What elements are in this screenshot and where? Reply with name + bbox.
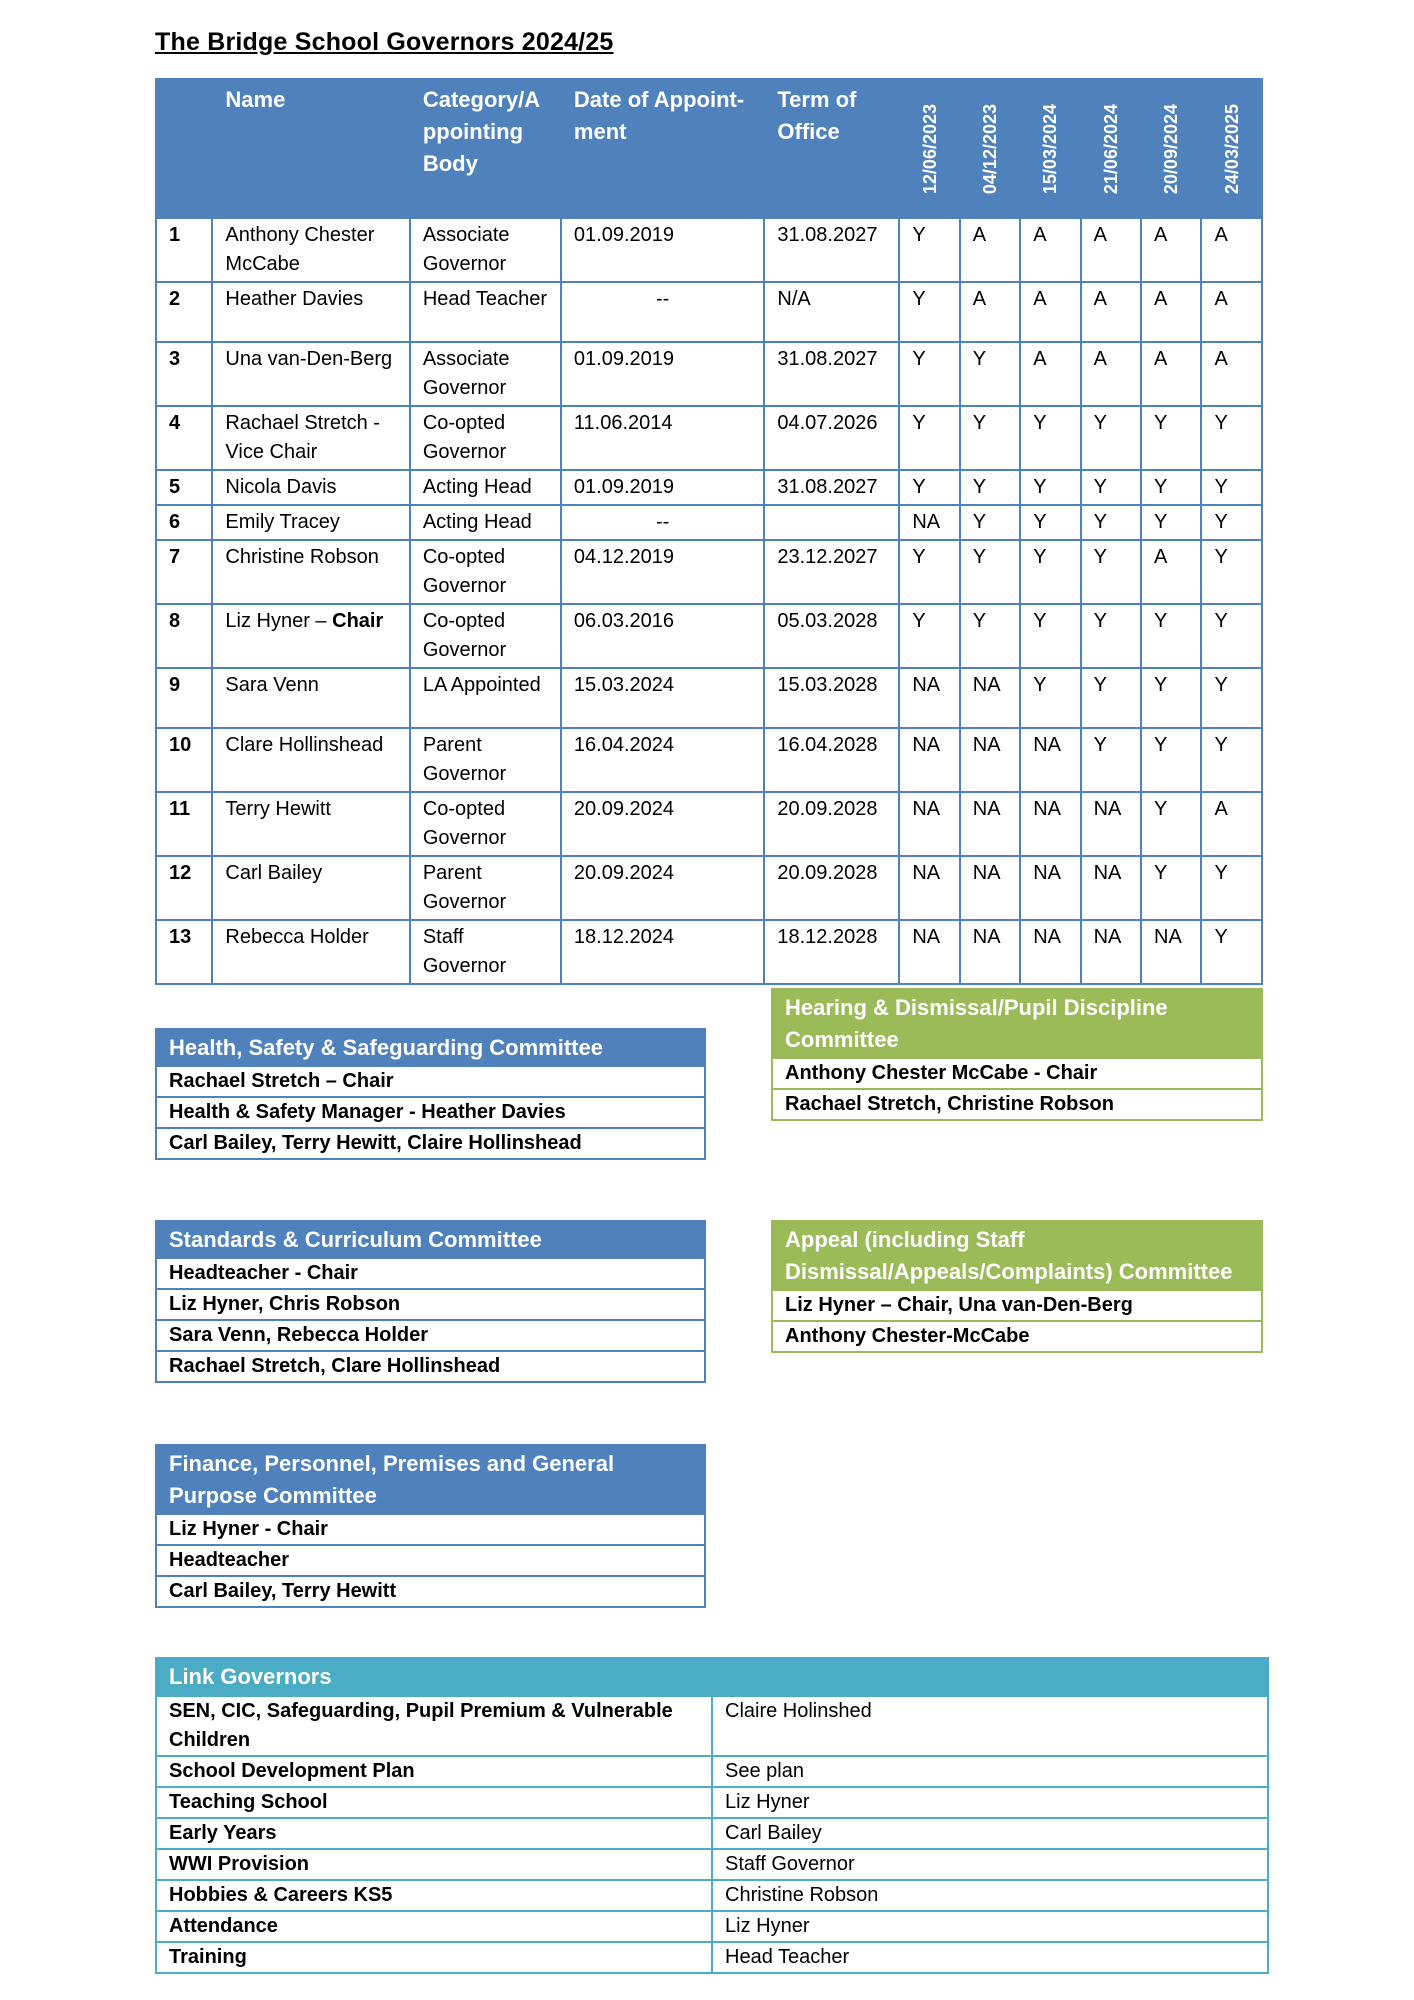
attendance-cell: A [1081,342,1141,406]
attendance-cell: Y [899,342,959,406]
attendance-cell: Y [1020,540,1080,604]
row-number: 13 [156,920,212,984]
attendance-cell: NA [960,728,1020,792]
governor-name: Rebecca Holder [212,920,409,984]
attendance-cell: Y [1020,604,1080,668]
attendance-cell: Y [1020,470,1080,505]
appointment-date: 20.09.2024 [561,792,764,856]
attendance-cell: NA [899,728,959,792]
appointment-date: 20.09.2024 [561,856,764,920]
table-row [156,218,1262,282]
row-number: 5 [156,470,212,505]
table-row [156,728,1262,792]
table-row [156,856,1262,920]
term-of-office: 05.03.2028 [764,604,899,668]
attendance-cell: Y [960,505,1020,540]
appointment-date: 01.09.2019 [561,470,764,505]
attendance-cell: Y [899,406,959,470]
attendance-cell: NA [960,792,1020,856]
row-number: 1 [156,218,212,282]
header-date: Date of Appoint-ment [561,79,764,218]
header-term: Term of Office [764,79,899,218]
table-row [156,406,1262,470]
attendance-cell: A [1201,342,1262,406]
attendance-cell: Y [960,406,1020,470]
appointment-date: 06.03.2016 [561,604,764,668]
governor-category: LA Appointed [410,668,561,728]
attendance-cell: Y [960,470,1020,505]
row-number: 4 [156,406,212,470]
link-governor-row [156,1942,1268,1973]
attendance-cell: Y [1081,668,1141,728]
attendance-cell: Y [1141,728,1201,792]
attendance-cell: Y [899,282,959,342]
term-of-office: 20.09.2028 [764,856,899,920]
governor-category: Associate Governor [410,218,561,282]
appointment-date: -- [561,505,764,540]
attendance-cell: A [1020,342,1080,406]
governor-name: Rachael Stretch - Vice Chair [212,406,409,470]
committee-member-row: Anthony Chester-McCabe [773,1320,1261,1351]
attendance-cell: Y [1081,470,1141,505]
governor-name: Heather Davies [212,282,409,342]
attendance-cell: A [1081,282,1141,342]
governor-category: Staff Governor [410,920,561,984]
attendance-cell: Y [1020,668,1080,728]
page-title: The Bridge School Governors 2024/25 [155,28,614,56]
attendance-cell: Y [1020,406,1080,470]
attendance-cell: Y [960,540,1020,604]
committee-title: Hearing & Dismissal/Pupil Discipline Committee [773,990,1261,1057]
header-meeting-date: 12/06/2023 [899,79,959,218]
committee-title: Health, Safety & Safeguarding Committee [157,1030,704,1065]
link-area: SEN, CIC, Safeguarding, Pupil Premium & Vulnerable Children [156,1696,712,1756]
link-area: Early Years [156,1818,712,1849]
row-number: 11 [156,792,212,856]
link-governor-row [156,1849,1268,1880]
link-governor-name: Carl Bailey [712,1818,1268,1849]
governors-table-body [156,218,1262,984]
attendance-cell: NA [960,856,1020,920]
appointment-date: 11.06.2014 [561,406,764,470]
governor-name: Terry Hewitt [212,792,409,856]
attendance-cell: A [1081,218,1141,282]
term-of-office: 18.12.2028 [764,920,899,984]
attendance-cell: Y [899,540,959,604]
appointment-date: 18.12.2024 [561,920,764,984]
health-safety-committee [155,1028,706,1160]
attendance-cell: NA [960,668,1020,728]
header-number [156,79,212,218]
governor-category: Co-opted Governor [410,604,561,668]
governor-name: Clare Hollinshead [212,728,409,792]
table-row [156,792,1262,856]
row-number: 10 [156,728,212,792]
attendance-cell: NA [1081,792,1141,856]
link-area: Teaching School [156,1787,712,1818]
row-number: 7 [156,540,212,604]
committee-title: Finance, Personnel, Premises and General Purpose Committee [157,1446,704,1513]
committee-member-row: Liz Hyner, Chris Robson [157,1288,704,1319]
appeal-committee [771,1220,1263,1353]
appointment-date: 01.09.2019 [561,218,764,282]
term-of-office: 04.07.2026 [764,406,899,470]
link-governors-table [155,1657,1269,1974]
attendance-cell: Y [1141,470,1201,505]
appointment-date: 01.09.2019 [561,342,764,406]
committee-member-row: Liz Hyner – Chair, Una van-Den-Berg [773,1289,1261,1320]
attendance-cell: A [1201,282,1262,342]
attendance-cell: Y [1201,406,1262,470]
attendance-cell: NA [1020,728,1080,792]
attendance-cell: Y [899,218,959,282]
row-number: 2 [156,282,212,342]
governor-category: Associate Governor [410,342,561,406]
table-row [156,282,1262,342]
finance-committee [155,1444,706,1608]
committee-member-row: Health & Safety Manager - Heather Davies [157,1096,704,1127]
link-governor-name: Christine Robson [712,1880,1268,1911]
committee-member-row: Headteacher [157,1544,704,1575]
committee-member-row: Liz Hyner - Chair [157,1513,704,1544]
attendance-cell: Y [960,342,1020,406]
attendance-cell: Y [1201,856,1262,920]
attendance-cell: Y [1081,604,1141,668]
header-name: Name [212,79,409,218]
attendance-cell: NA [1020,856,1080,920]
committee-title: Standards & Curriculum Committee [157,1222,704,1257]
term-of-office: 31.08.2027 [764,218,899,282]
link-governor-row [156,1756,1268,1787]
link-governor-name: Claire Holinshed [712,1696,1268,1756]
attendance-cell: NA [1141,920,1201,984]
row-number: 6 [156,505,212,540]
row-number: 3 [156,342,212,406]
attendance-cell: A [1141,282,1201,342]
table-row [156,604,1262,668]
appointment-date: 04.12.2019 [561,540,764,604]
attendance-cell: NA [899,668,959,728]
standards-curriculum-committee [155,1220,706,1383]
attendance-cell: Y [1201,540,1262,604]
committee-member-row: Rachael Stretch, Christine Robson [773,1088,1261,1119]
attendance-cell: NA [899,856,959,920]
attendance-cell: Y [1141,505,1201,540]
attendance-cell: NA [899,792,959,856]
attendance-cell: Y [1020,505,1080,540]
term-of-office: N/A [764,282,899,342]
governor-name: Nicola Davis [212,470,409,505]
link-governor-row [156,1787,1268,1818]
attendance-cell: Y [1201,728,1262,792]
governor-category: Co-opted Governor [410,540,561,604]
attendance-cell: NA [1081,856,1141,920]
committee-member-row: Anthony Chester McCabe - Chair [773,1057,1261,1088]
link-area: Training [156,1942,712,1973]
link-governor-name: See plan [712,1756,1268,1787]
term-of-office: 31.08.2027 [764,342,899,406]
attendance-cell: Y [1081,540,1141,604]
link-area: Attendance [156,1911,712,1942]
attendance-cell: A [1020,218,1080,282]
term-of-office: 16.04.2028 [764,728,899,792]
governor-category: Parent Governor [410,728,561,792]
term-of-office: 31.08.2027 [764,470,899,505]
governor-name: Christine Robson [212,540,409,604]
link-area: Hobbies & Careers KS5 [156,1880,712,1911]
link-governor-name: Staff Governor [712,1849,1268,1880]
governor-category: Co-opted Governor [410,406,561,470]
attendance-cell: Y [1081,406,1141,470]
term-of-office: 23.12.2027 [764,540,899,604]
link-governor-name: Liz Hyner [712,1787,1268,1818]
header-meeting-date: 04/12/2023 [960,79,1020,218]
term-of-office: 15.03.2028 [764,668,899,728]
governors-table [155,78,1263,985]
table-row [156,505,1262,540]
governor-name: Anthony Chester McCabe [212,218,409,282]
link-area: School Development Plan [156,1756,712,1787]
attendance-cell: Y [1201,604,1262,668]
row-number: 8 [156,604,212,668]
committee-member-row: Headteacher - Chair [157,1257,704,1288]
attendance-cell: A [1141,540,1201,604]
header-meeting-date: 20/09/2024 [1141,79,1201,218]
governor-name: Liz Hyner – Chair [212,604,409,668]
table-row [156,470,1262,505]
table-row [156,668,1262,728]
governor-category: Acting Head [410,505,561,540]
appointment-date: -- [561,282,764,342]
link-governor-row [156,1911,1268,1942]
hearing-dismissal-committee [771,988,1263,1121]
header-meeting-date: 21/06/2024 [1081,79,1141,218]
attendance-cell: Y [1141,668,1201,728]
appointment-date: 15.03.2024 [561,668,764,728]
table-row [156,342,1262,406]
table-header-row [156,79,1262,218]
governor-category: Parent Governor [410,856,561,920]
committee-member-row: Carl Bailey, Terry Hewitt [157,1575,704,1606]
attendance-cell: A [1201,218,1262,282]
attendance-cell: A [960,282,1020,342]
link-governors-body [156,1696,1268,1973]
appointment-date: 16.04.2024 [561,728,764,792]
term-of-office [764,505,899,540]
governor-name: Carl Bailey [212,856,409,920]
attendance-cell: A [1020,282,1080,342]
term-of-office: 20.09.2028 [764,792,899,856]
attendance-cell: Y [899,604,959,668]
governor-name: Una van-Den-Berg [212,342,409,406]
attendance-cell: Y [1201,505,1262,540]
attendance-cell: NA [960,920,1020,984]
attendance-cell: A [960,218,1020,282]
link-governors-title: Link Governors [156,1658,1268,1696]
attendance-cell: Y [1141,792,1201,856]
committee-member-row: Carl Bailey, Terry Hewitt, Claire Hollinshead [157,1127,704,1158]
attendance-cell: Y [1081,728,1141,792]
attendance-cell: NA [1020,920,1080,984]
governor-name: Sara Venn [212,668,409,728]
link-governor-name: Head Teacher [712,1942,1268,1973]
attendance-cell: NA [1020,792,1080,856]
governor-name: Emily Tracey [212,505,409,540]
link-area: WWI Provision [156,1849,712,1880]
attendance-cell: Y [1141,406,1201,470]
committee-member-row: Rachael Stretch – Chair [157,1065,704,1096]
governor-category: Co-opted Governor [410,792,561,856]
attendance-cell: A [1141,342,1201,406]
link-governor-row [156,1818,1268,1849]
attendance-cell: Y [1201,470,1262,505]
attendance-cell: Y [899,470,959,505]
attendance-cell: Y [1201,668,1262,728]
header-meeting-date: 15/03/2024 [1020,79,1080,218]
committee-member-row: Sara Venn, Rebecca Holder [157,1319,704,1350]
attendance-cell: Y [1141,856,1201,920]
attendance-cell: A [1141,218,1201,282]
link-governor-row [156,1696,1268,1756]
header-meeting-date: 24/03/2025 [1201,79,1262,218]
table-row [156,920,1262,984]
attendance-cell: Y [1081,505,1141,540]
row-number: 9 [156,668,212,728]
attendance-cell: Y [960,604,1020,668]
attendance-cell: NA [899,920,959,984]
committee-title: Appeal (including Staff Dismissal/Appeals/Complaints) Committee [773,1222,1261,1289]
attendance-cell: Y [1201,920,1262,984]
attendance-cell: NA [899,505,959,540]
attendance-cell: A [1201,792,1262,856]
row-number: 12 [156,856,212,920]
table-row [156,540,1262,604]
link-governor-row [156,1880,1268,1911]
header-category: Category/A ppointing Body [410,79,561,218]
attendance-cell: NA [1081,920,1141,984]
governor-category: Head Teacher [410,282,561,342]
link-governor-name: Liz Hyner [712,1911,1268,1942]
attendance-cell: Y [1141,604,1201,668]
governor-category: Acting Head [410,470,561,505]
committee-member-row: Rachael Stretch, Clare Hollinshead [157,1350,704,1381]
